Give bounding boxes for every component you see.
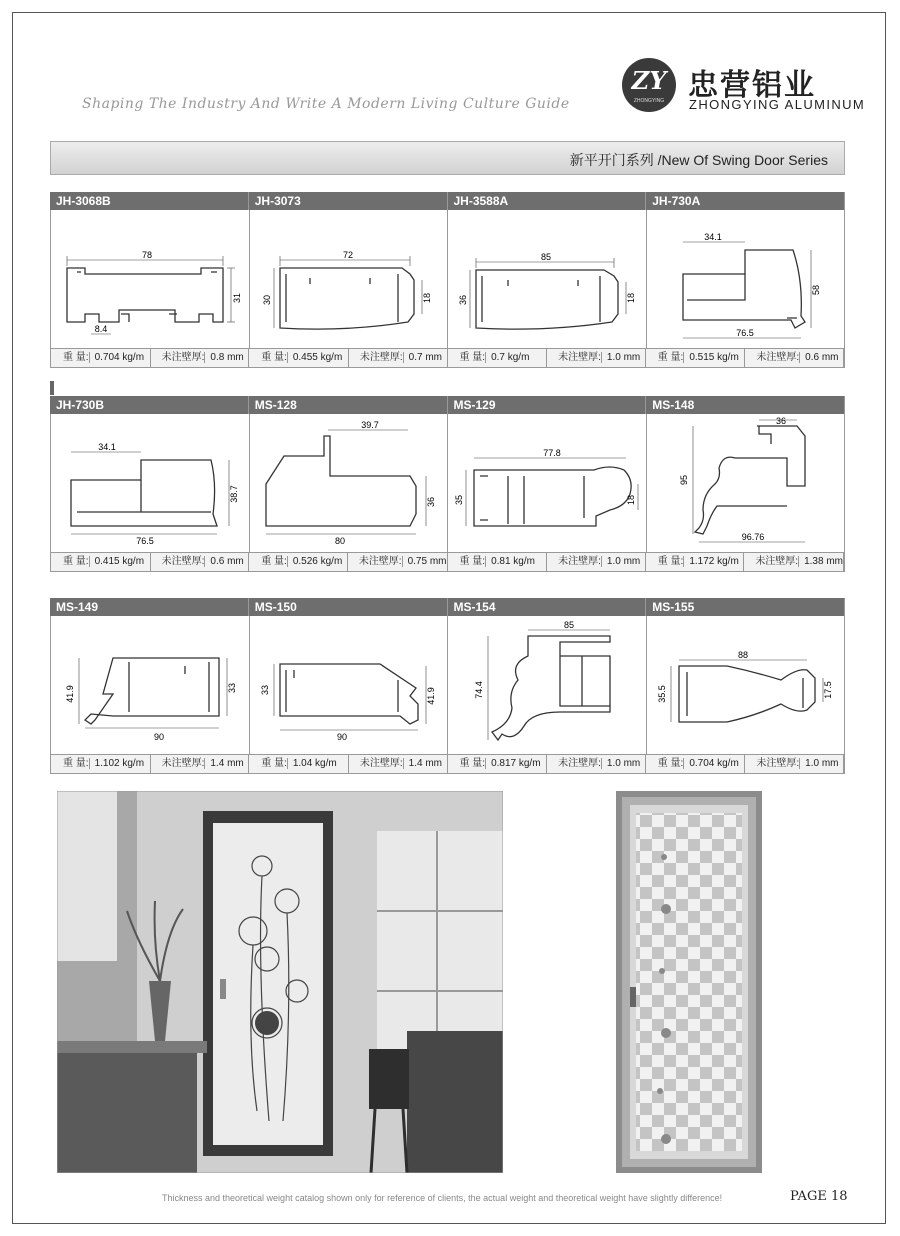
thickness-cell: 未注壁厚: 1.0 mm <box>546 553 645 571</box>
dim-label: 85 <box>540 252 552 262</box>
profile-drawing <box>250 616 449 754</box>
kitchen-door-photo <box>57 791 503 1173</box>
dim-label: 74.4 <box>474 681 484 699</box>
dim-label: 88 <box>737 650 748 660</box>
footer-disclaimer: Thickness and theoretical weight catalog shown only for reference of clients, the actual weight and theoretical weight have slightly difference! <box>162 1193 723 1203</box>
profile-drawing <box>51 616 250 754</box>
dim-label: 34.1 <box>703 232 722 242</box>
series-title: 新平开门系列 /New Of Swing Door Series <box>569 152 828 168</box>
weight-cell: 重 量: 0.704 kg/m <box>63 352 145 363</box>
dim-label: 36 <box>425 496 436 508</box>
thickness-cell: 未注壁厚: 1.0 mm <box>546 755 645 773</box>
dim-label: 90 <box>336 732 347 742</box>
dim-label: 41.9 <box>65 685 75 703</box>
weight-cell: 重 量: 0.81 kg/m <box>459 556 535 567</box>
dim-label: 72 <box>342 250 353 260</box>
weight-cell: 重 量: 0.515 kg/m <box>657 352 739 363</box>
dim-label: 35 <box>454 494 464 506</box>
thickness-cell: 未注壁厚: 0.7 mm <box>348 349 447 367</box>
profile-row-3 <box>50 598 845 774</box>
profile-drawing <box>448 210 647 348</box>
profile-code: MS-128 <box>249 396 448 414</box>
profile-code: JH-730A <box>646 192 845 210</box>
thickness-cell: 未注壁厚: 0.6 mm <box>150 553 249 571</box>
dim-label: 35.5 <box>656 685 667 703</box>
weight-cell: 重 量: 1.04 kg/m <box>261 758 337 769</box>
thickness-cell: 未注壁厚: 0.8 mm <box>150 349 249 367</box>
series-title-bar <box>50 141 845 175</box>
profile-drawing <box>51 414 250 552</box>
profile-code: MS-149 <box>50 598 249 616</box>
weight-cell: 重 量: 0.455 kg/m <box>261 352 343 363</box>
framed-door-photo <box>616 791 762 1173</box>
profile-row-2 <box>50 396 845 572</box>
dim-label: 8.4 <box>94 324 108 334</box>
profile-drawing <box>250 414 449 552</box>
profile-drawing <box>647 210 846 348</box>
profile-code: MS-154 <box>448 598 647 616</box>
weight-cell: 重 量: 0.7 kg/m <box>459 352 530 363</box>
slogan: Shaping The Industry And Write A Modern Living Culture Guide <box>82 96 570 112</box>
dim-label: 31 <box>232 292 242 304</box>
dim-label: 36 <box>458 294 468 306</box>
dim-label: 18 <box>421 292 432 304</box>
thickness-cell: 未注壁厚: 1.4 mm <box>348 755 447 773</box>
weight-cell: 重 量: 0.817 kg/m <box>459 758 541 769</box>
dim-label: 80 <box>334 536 345 546</box>
thickness-cell: 未注壁厚: 1.0 mm <box>744 755 843 773</box>
dim-label: 17.5 <box>822 681 833 699</box>
profile-code: JH-3068B <box>50 192 249 210</box>
profile-code: JH-3588A <box>448 192 647 210</box>
profile-drawing <box>448 616 647 754</box>
dim-label: 18 <box>626 494 636 506</box>
dim-label: 18 <box>626 292 636 304</box>
logo-subtext: ZHONGYING <box>633 98 665 104</box>
brand-name-en: ZHONGYING ALUMINUM <box>689 97 866 112</box>
dim-label: 58 <box>810 284 821 296</box>
weight-cell: 重 量: 0.704 kg/m <box>657 758 739 769</box>
dim-label: 76.5 <box>136 536 154 546</box>
company-logo <box>622 58 676 112</box>
weight-cell: 重 量: 1.102 kg/m <box>63 758 145 769</box>
profile-code: MS-129 <box>448 396 647 414</box>
weight-cell: 重 量: 1.172 kg/m <box>657 556 739 567</box>
page-number: PAGE 18 <box>790 1189 848 1204</box>
dim-label: 96.76 <box>741 532 764 542</box>
profile-row-1 <box>50 192 845 368</box>
dim-label: 39.7 <box>360 420 379 430</box>
profile-code: MS-150 <box>249 598 448 616</box>
profile-drawing <box>51 210 250 348</box>
dim-label: 77.8 <box>543 448 561 458</box>
dim-label: 95 <box>678 474 689 486</box>
dim-label: 33 <box>227 682 237 694</box>
dim-label: 90 <box>153 732 165 742</box>
dim-label: 30 <box>261 294 272 306</box>
logo-text: ZY <box>631 66 667 95</box>
dim-label: 85 <box>563 620 575 630</box>
weight-cell: 重 量: 0.415 kg/m <box>63 556 145 567</box>
dim-label: 34.1 <box>98 442 116 452</box>
row-marker <box>50 381 54 395</box>
dim-label: 76.5 <box>735 328 754 338</box>
dim-label: 78 <box>141 250 153 260</box>
thickness-cell: 未注壁厚: 0.6 mm <box>744 349 843 367</box>
dim-label: 33 <box>259 684 270 696</box>
profile-drawing <box>647 616 846 754</box>
thickness-cell: 未注壁厚: 0.75 mm <box>347 553 447 571</box>
profile-code: MS-148 <box>646 396 845 414</box>
profile-drawing <box>647 414 846 552</box>
dim-label: 36 <box>775 416 786 426</box>
profile-code: MS-155 <box>646 598 845 616</box>
profile-drawing <box>448 414 647 552</box>
thickness-cell: 未注壁厚: 1.4 mm <box>150 755 249 773</box>
profile-code: JH-730B <box>50 396 249 414</box>
dim-label: 41.9 <box>425 687 436 705</box>
dim-label: 38.7 <box>229 485 239 503</box>
brand-name-cn: 忠营铝业 <box>688 68 816 103</box>
thickness-cell: 未注壁厚: 1.38 mm <box>743 553 843 571</box>
profile-drawing <box>250 210 449 348</box>
weight-cell: 重 量: 0.526 kg/m <box>261 556 343 567</box>
thickness-cell: 未注壁厚: 1.0 mm <box>546 349 645 367</box>
profile-code: JH-3073 <box>249 192 448 210</box>
